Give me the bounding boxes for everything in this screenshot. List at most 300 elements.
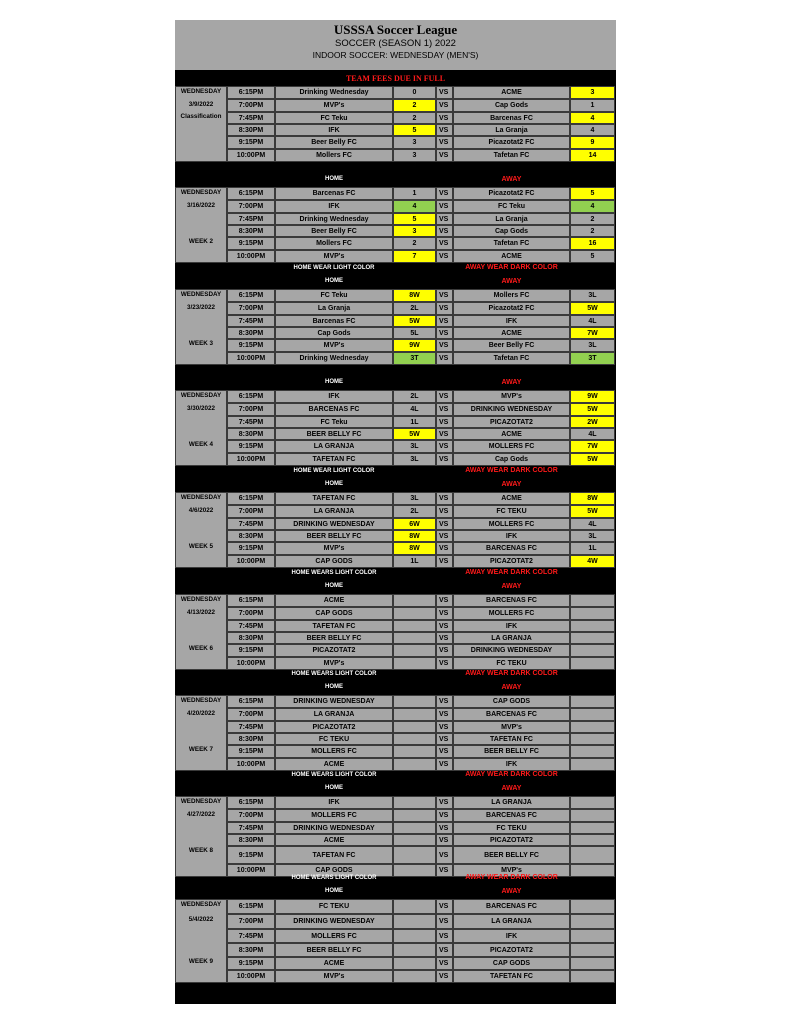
- home-score: [393, 943, 436, 957]
- home-score: [393, 607, 436, 620]
- away-team: ACME: [453, 492, 570, 505]
- away-team: FC TEKU: [453, 822, 570, 834]
- division-title: INDOOR SOCCER: WEDNESDAY (MEN'S): [312, 50, 479, 60]
- home-team: PICAZOTAT2: [275, 721, 393, 733]
- away-team: LA GRANJA: [453, 796, 570, 809]
- home-score: 8W: [393, 542, 436, 555]
- home-score: [393, 914, 436, 929]
- away-score: [570, 657, 615, 670]
- away-score: [570, 970, 615, 983]
- away-score: [570, 607, 615, 620]
- away-score: 5: [570, 187, 615, 200]
- home-header: HOME: [325, 379, 343, 385]
- away-score: 3L: [570, 530, 615, 542]
- home-team: CAP GODS: [275, 607, 393, 620]
- game-time: 8:30PM: [227, 124, 275, 136]
- home-score: 3L: [393, 492, 436, 505]
- vs-label: VS: [436, 403, 453, 416]
- home-wear-note: HOME WEARS LIGHT COLOR: [291, 671, 377, 677]
- away-score: [570, 708, 615, 721]
- away-team: IFK: [453, 929, 570, 943]
- away-score: 4L: [570, 428, 615, 440]
- away-team: TAFETAN FC: [453, 733, 570, 745]
- season-title: SOCCER (SEASON 1) 2022: [335, 38, 456, 49]
- vs-label: VS: [436, 440, 453, 453]
- home-team: BARCENAS FC: [275, 403, 393, 416]
- home-score: 2L: [393, 302, 436, 315]
- home-header: HOME: [325, 481, 343, 487]
- week-label: Classification: [180, 113, 222, 120]
- date-label: 4/6/2022: [188, 507, 214, 514]
- home-team: LA GRANJA: [275, 708, 393, 721]
- away-score: [570, 929, 615, 943]
- vs-label: VS: [436, 594, 453, 607]
- game-time: 8:30PM: [227, 834, 275, 846]
- vs-label: VS: [436, 796, 453, 809]
- away-score: 3L: [570, 289, 615, 302]
- game-time: 10:00PM: [227, 250, 275, 263]
- home-team: MVP's: [275, 339, 393, 352]
- away-team: ACME: [453, 86, 570, 99]
- game-time: 8:30PM: [227, 632, 275, 644]
- home-team: Barcenas FC: [275, 187, 393, 200]
- home-team: Barcenas FC: [275, 315, 393, 327]
- away-team: IFK: [453, 315, 570, 327]
- week-label: WEEK 3: [188, 340, 214, 347]
- away-team: LA GRANJA: [453, 632, 570, 644]
- home-team: Beer Belly FC: [275, 225, 393, 237]
- home-score: 1L: [393, 555, 436, 568]
- home-team: MVP's: [275, 542, 393, 555]
- game-time: 7:45PM: [227, 822, 275, 834]
- home-team: La Granja: [275, 302, 393, 315]
- away-team: PICAZOTAT2: [453, 416, 570, 428]
- vs-label: VS: [436, 822, 453, 834]
- away-score: [570, 864, 615, 877]
- home-score: 3: [393, 136, 436, 149]
- game-time: 7:00PM: [227, 505, 275, 518]
- away-header: AWAY: [501, 278, 522, 285]
- home-team: BEER BELLY FC: [275, 632, 393, 644]
- week-day-column: [175, 86, 227, 162]
- home-score: 5W: [393, 428, 436, 440]
- away-team: MVP's: [453, 390, 570, 403]
- vs-label: VS: [436, 327, 453, 339]
- home-score: 3L: [393, 453, 436, 466]
- away-score: 5W: [570, 403, 615, 416]
- home-team: FC TEKU: [275, 733, 393, 745]
- away-team: FC TEKU: [453, 657, 570, 670]
- away-team: IFK: [453, 758, 570, 771]
- game-time: 9:15PM: [227, 846, 275, 864]
- game-time: 9:15PM: [227, 957, 275, 970]
- home-header: HOME: [325, 684, 343, 690]
- home-score: [393, 970, 436, 983]
- vs-label: VS: [436, 834, 453, 846]
- away-score: 1: [570, 99, 615, 112]
- vs-label: VS: [436, 505, 453, 518]
- vs-label: VS: [436, 302, 453, 315]
- home-team: BEER BELLY FC: [275, 943, 393, 957]
- home-team: ACME: [275, 957, 393, 970]
- week-label: WEEK 8: [188, 847, 214, 854]
- home-wear-note: HOME WEARS LIGHT COLOR: [291, 772, 377, 778]
- away-header: AWAY: [501, 379, 522, 386]
- game-time: 7:45PM: [227, 929, 275, 943]
- away-score: 3T: [570, 352, 615, 365]
- vs-label: VS: [436, 149, 453, 162]
- vs-label: VS: [436, 250, 453, 263]
- home-score: [393, 644, 436, 657]
- game-time: 6:15PM: [227, 289, 275, 302]
- vs-label: VS: [436, 809, 453, 822]
- home-team: ACME: [275, 758, 393, 771]
- vs-label: VS: [436, 899, 453, 914]
- away-wear-note: AWAY WEAR DARK COLOR: [465, 670, 558, 677]
- home-score: [393, 594, 436, 607]
- home-team: FC Teku: [275, 112, 393, 124]
- away-score: [570, 822, 615, 834]
- game-time: 9:15PM: [227, 440, 275, 453]
- home-team: Mollers FC: [275, 237, 393, 250]
- away-score: [570, 899, 615, 914]
- away-score: 4: [570, 200, 615, 213]
- vs-label: VS: [436, 390, 453, 403]
- home-team: Mollers FC: [275, 149, 393, 162]
- home-score: 5: [393, 213, 436, 225]
- vs-label: VS: [436, 632, 453, 644]
- day-label: WEDNESDAY: [180, 798, 222, 805]
- away-team: Picazotat2 FC: [453, 302, 570, 315]
- home-team: TAFETAN FC: [275, 492, 393, 505]
- game-time: 7:45PM: [227, 112, 275, 124]
- game-time: 10:00PM: [227, 352, 275, 365]
- vs-label: VS: [436, 846, 453, 864]
- game-time: 8:30PM: [227, 943, 275, 957]
- vs-label: VS: [436, 542, 453, 555]
- home-score: 5: [393, 124, 436, 136]
- away-team: Tafetan FC: [453, 149, 570, 162]
- week-day-column: [175, 594, 227, 670]
- vs-label: VS: [436, 225, 453, 237]
- away-team: Mollers FC: [453, 289, 570, 302]
- home-score: [393, 721, 436, 733]
- home-team: IFK: [275, 124, 393, 136]
- away-score: 16: [570, 237, 615, 250]
- league-title: USSSA Soccer League: [333, 22, 458, 37]
- home-score: 2L: [393, 390, 436, 403]
- home-score: 3: [393, 225, 436, 237]
- away-wear-note: AWAY WEAR DARK COLOR: [465, 264, 558, 271]
- home-wear-note: HOME WEAR LIGHT COLOR: [293, 468, 375, 474]
- vs-label: VS: [436, 745, 453, 758]
- home-team: IFK: [275, 200, 393, 213]
- away-header: AWAY: [501, 176, 522, 183]
- home-team: TAFETAN FC: [275, 620, 393, 632]
- week-day-column: [175, 492, 227, 568]
- away-score: 2: [570, 213, 615, 225]
- game-time: 9:15PM: [227, 644, 275, 657]
- away-score: [570, 914, 615, 929]
- home-score: [393, 758, 436, 771]
- away-score: 14: [570, 149, 615, 162]
- home-team: BEER BELLY FC: [275, 530, 393, 542]
- day-label: WEDNESDAY: [180, 596, 222, 603]
- away-team: BARCENAS FC: [453, 708, 570, 721]
- away-team: DRINKING WEDNESDAY: [453, 403, 570, 416]
- vs-label: VS: [436, 914, 453, 929]
- game-time: 7:00PM: [227, 302, 275, 315]
- home-score: 5W: [393, 315, 436, 327]
- game-time: 10:00PM: [227, 758, 275, 771]
- date-label: 3/9/2022: [188, 101, 214, 108]
- vs-label: VS: [436, 864, 453, 877]
- game-time: 10:00PM: [227, 555, 275, 568]
- game-time: 6:15PM: [227, 492, 275, 505]
- away-score: 5W: [570, 505, 615, 518]
- vs-label: VS: [436, 453, 453, 466]
- week-label: WEEK 5: [188, 543, 214, 550]
- away-score: 3L: [570, 339, 615, 352]
- vs-label: VS: [436, 607, 453, 620]
- day-label: WEDNESDAY: [180, 697, 222, 704]
- vs-label: VS: [436, 428, 453, 440]
- home-team: DRINKING WEDNESDAY: [275, 822, 393, 834]
- home-team: MVP's: [275, 657, 393, 670]
- away-team: MOLLERS FC: [453, 607, 570, 620]
- date-label: 3/16/2022: [186, 202, 215, 209]
- away-header: AWAY: [501, 888, 522, 895]
- home-score: 7: [393, 250, 436, 263]
- away-team: PICAZOTAT2: [453, 834, 570, 846]
- home-score: 2L: [393, 505, 436, 518]
- home-team: LA GRANJA: [275, 440, 393, 453]
- game-time: 7:00PM: [227, 708, 275, 721]
- home-score: [393, 822, 436, 834]
- game-time: 6:15PM: [227, 187, 275, 200]
- away-team: BARCENAS FC: [453, 542, 570, 555]
- away-team: La Granja: [453, 213, 570, 225]
- away-team: IFK: [453, 530, 570, 542]
- fees-notice: TEAM FEES DUE IN FULL: [175, 73, 616, 84]
- away-score: [570, 834, 615, 846]
- away-score: 7W: [570, 327, 615, 339]
- game-time: 9:15PM: [227, 237, 275, 250]
- home-team: DRINKING WEDNESDAY: [275, 914, 393, 929]
- game-time: 9:15PM: [227, 542, 275, 555]
- away-score: 2W: [570, 416, 615, 428]
- game-time: 7:45PM: [227, 721, 275, 733]
- game-time: 7:45PM: [227, 518, 275, 530]
- home-team: MVP's: [275, 250, 393, 263]
- game-time: 7:00PM: [227, 99, 275, 112]
- home-team: Drinking Wednesday: [275, 352, 393, 365]
- game-time: 6:15PM: [227, 86, 275, 99]
- game-time: 10:00PM: [227, 657, 275, 670]
- away-team: CAP GODS: [453, 957, 570, 970]
- away-score: 7W: [570, 440, 615, 453]
- schedule-sheet: [175, 20, 616, 1004]
- date-label: 4/20/2022: [186, 710, 215, 717]
- game-time: 8:30PM: [227, 428, 275, 440]
- vs-label: VS: [436, 644, 453, 657]
- vs-label: VS: [436, 213, 453, 225]
- week-day-column: [175, 289, 227, 365]
- vs-label: VS: [436, 943, 453, 957]
- vs-label: VS: [436, 136, 453, 149]
- home-score: [393, 657, 436, 670]
- game-time: 7:00PM: [227, 200, 275, 213]
- day-label: WEDNESDAY: [180, 291, 222, 298]
- date-label: 5/4/2022: [188, 916, 214, 923]
- home-team: DRINKING WEDNESDAY: [275, 518, 393, 530]
- home-team: FC Teku: [275, 416, 393, 428]
- away-team: LA GRANJA: [453, 914, 570, 929]
- date-label: 3/30/2022: [186, 405, 215, 412]
- away-score: 5W: [570, 453, 615, 466]
- home-score: 3L: [393, 440, 436, 453]
- away-team: Tafetan FC: [453, 237, 570, 250]
- home-team: IFK: [275, 390, 393, 403]
- home-score: [393, 695, 436, 708]
- home-score: [393, 733, 436, 745]
- vs-label: VS: [436, 620, 453, 632]
- week-day-column: [175, 899, 227, 983]
- game-time: 10:00PM: [227, 149, 275, 162]
- game-time: 6:15PM: [227, 594, 275, 607]
- away-score: [570, 644, 615, 657]
- game-time: 10:00PM: [227, 864, 275, 877]
- game-time: 7:00PM: [227, 607, 275, 620]
- game-time: 10:00PM: [227, 453, 275, 466]
- away-score: 9: [570, 136, 615, 149]
- away-score: [570, 943, 615, 957]
- vs-label: VS: [436, 99, 453, 112]
- week-day-column: [175, 390, 227, 466]
- game-time: 8:30PM: [227, 530, 275, 542]
- home-team: Beer Belly FC: [275, 136, 393, 149]
- home-team: PICAZOTAT2: [275, 644, 393, 657]
- away-wear-note: AWAY WEAR DARK COLOR: [465, 569, 558, 576]
- away-score: 4: [570, 124, 615, 136]
- away-header: AWAY: [501, 481, 522, 488]
- away-team: Barcenas FC: [453, 112, 570, 124]
- away-score: 3: [570, 86, 615, 99]
- game-time: 7:45PM: [227, 416, 275, 428]
- away-team: ACME: [453, 250, 570, 263]
- vs-label: VS: [436, 518, 453, 530]
- game-time: 6:15PM: [227, 796, 275, 809]
- vs-label: VS: [436, 708, 453, 721]
- away-team: MOLLERS FC: [453, 518, 570, 530]
- home-score: [393, 834, 436, 846]
- home-score: 2: [393, 112, 436, 124]
- away-score: [570, 695, 615, 708]
- away-team: Cap Gods: [453, 453, 570, 466]
- vs-label: VS: [436, 339, 453, 352]
- game-time: 7:45PM: [227, 213, 275, 225]
- date-label: 3/23/2022: [186, 304, 215, 311]
- game-time: 8:30PM: [227, 225, 275, 237]
- home-score: 8W: [393, 530, 436, 542]
- week-label: WEEK 2: [188, 238, 214, 245]
- away-team: ACME: [453, 327, 570, 339]
- away-score: [570, 758, 615, 771]
- game-time: 6:15PM: [227, 390, 275, 403]
- away-team: BARCENAS FC: [453, 809, 570, 822]
- home-score: [393, 809, 436, 822]
- game-time: 6:15PM: [227, 695, 275, 708]
- away-team: BARCENAS FC: [453, 594, 570, 607]
- schedule-header: [175, 20, 616, 70]
- home-score: [393, 708, 436, 721]
- home-team: Drinking Wednesday: [275, 213, 393, 225]
- away-team: FC Teku: [453, 200, 570, 213]
- home-score: 5L: [393, 327, 436, 339]
- game-time: 7:45PM: [227, 315, 275, 327]
- vs-label: VS: [436, 187, 453, 200]
- vs-label: VS: [436, 352, 453, 365]
- away-team: BEER BELLY FC: [453, 846, 570, 864]
- home-header: HOME: [325, 583, 343, 589]
- away-team: Beer Belly FC: [453, 339, 570, 352]
- home-team: MOLLERS FC: [275, 809, 393, 822]
- away-team: PICAZOTAT2: [453, 555, 570, 568]
- home-header: HOME: [325, 888, 343, 894]
- vs-label: VS: [436, 970, 453, 983]
- vs-label: VS: [436, 733, 453, 745]
- away-team: TAFETAN FC: [453, 970, 570, 983]
- away-team: MVP's: [453, 864, 570, 877]
- home-score: [393, 957, 436, 970]
- away-score: [570, 745, 615, 758]
- game-time: 7:00PM: [227, 809, 275, 822]
- home-score: [393, 620, 436, 632]
- home-team: ACME: [275, 834, 393, 846]
- vs-label: VS: [436, 315, 453, 327]
- vs-label: VS: [436, 112, 453, 124]
- away-team: DRINKING WEDNESDAY: [453, 644, 570, 657]
- home-header: HOME: [325, 785, 343, 791]
- away-score: 9W: [570, 390, 615, 403]
- away-header: AWAY: [501, 785, 522, 792]
- home-team: TAFETAN FC: [275, 453, 393, 466]
- home-wear-note: HOME WEAR LIGHT COLOR: [293, 265, 375, 271]
- home-score: 2: [393, 99, 436, 112]
- game-time: 8:30PM: [227, 733, 275, 745]
- home-score: [393, 745, 436, 758]
- week-label: WEEK 4: [188, 441, 214, 448]
- game-time: 10:00PM: [227, 970, 275, 983]
- away-wear-note: AWAY WEAR DARK COLOR: [465, 771, 558, 778]
- away-team: IFK: [453, 620, 570, 632]
- day-label: WEDNESDAY: [180, 392, 222, 399]
- week-label: WEEK 9: [188, 958, 214, 965]
- home-score: [393, 846, 436, 864]
- vs-label: VS: [436, 695, 453, 708]
- game-time: 7:00PM: [227, 914, 275, 929]
- day-label: WEDNESDAY: [180, 189, 222, 196]
- away-score: [570, 632, 615, 644]
- away-team: CAP GODS: [453, 695, 570, 708]
- game-time: 9:15PM: [227, 745, 275, 758]
- away-wear-note: AWAY WEAR DARK COLOR: [465, 874, 558, 881]
- game-time: 8:30PM: [227, 327, 275, 339]
- away-team: La Granja: [453, 124, 570, 136]
- away-team: Cap Gods: [453, 99, 570, 112]
- home-score: [393, 929, 436, 943]
- home-score: 2: [393, 237, 436, 250]
